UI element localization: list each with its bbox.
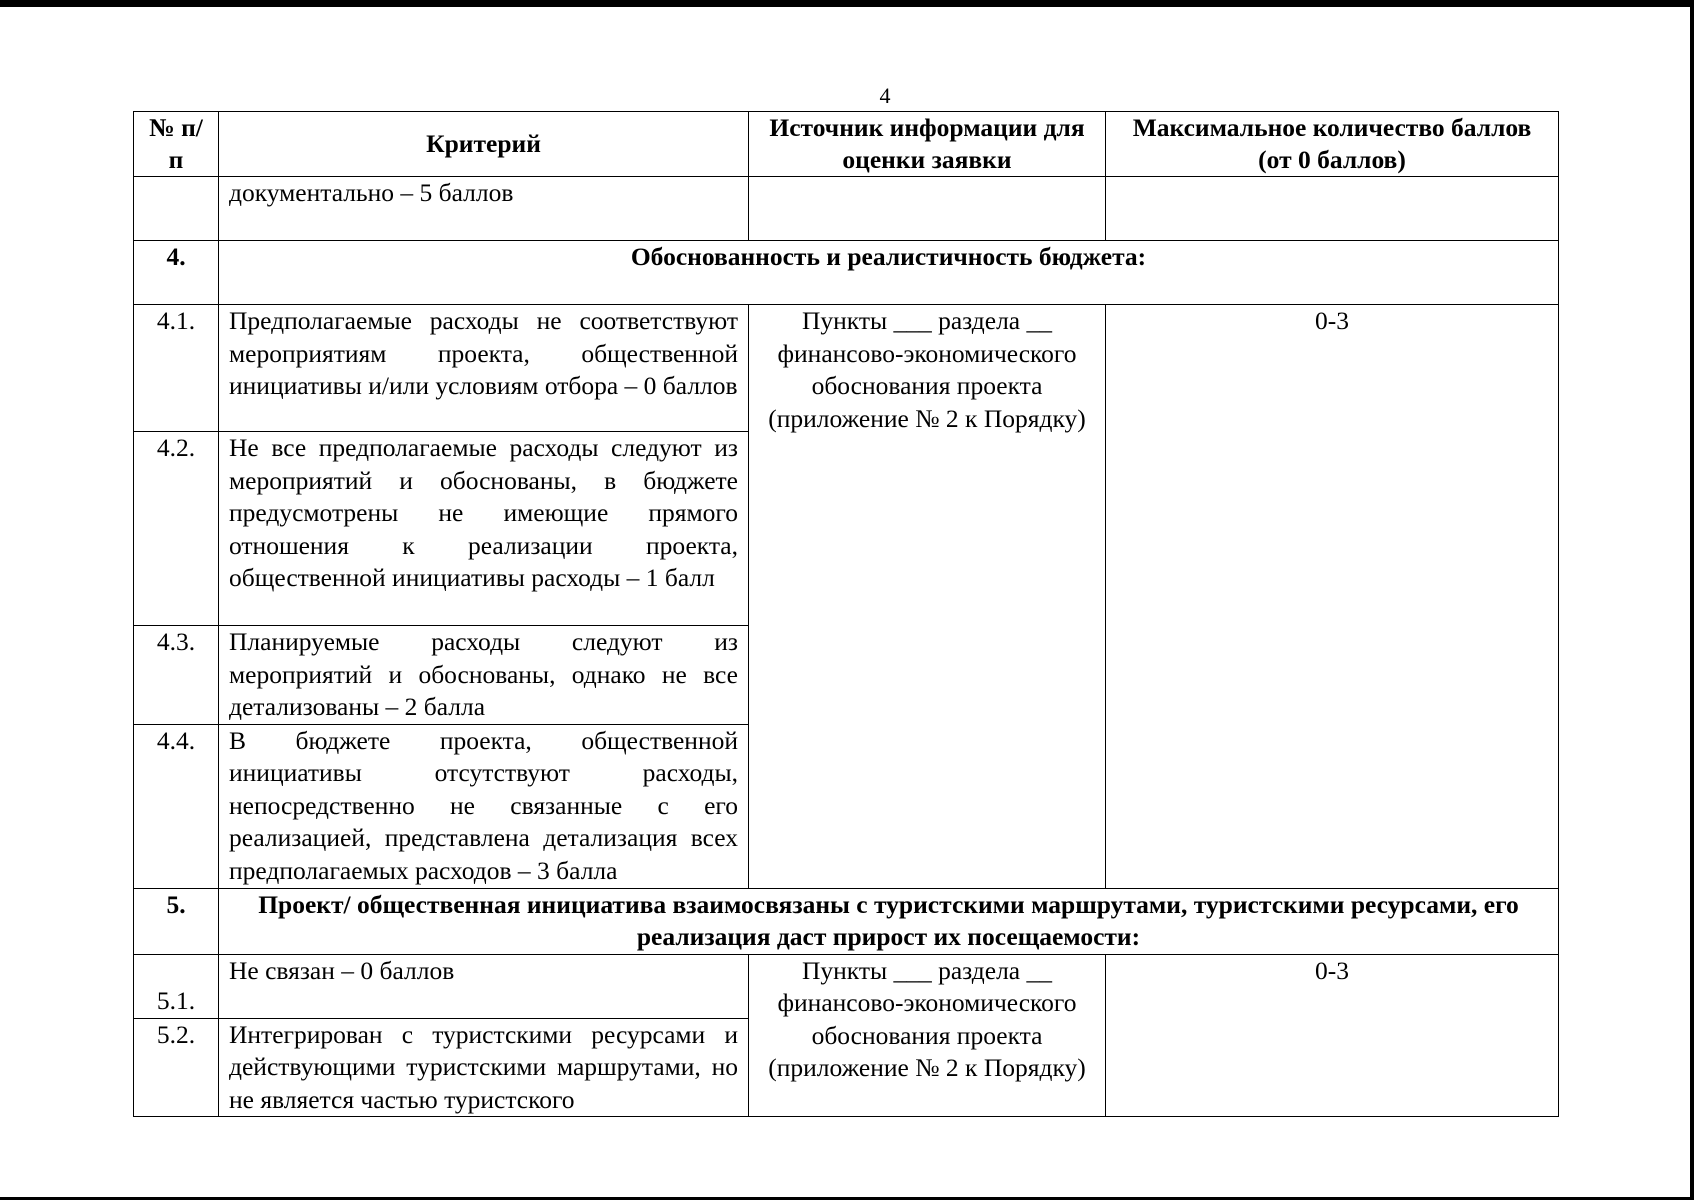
section-num-4: 4. [134, 241, 219, 305]
criteria-table [133, 111, 1559, 1117]
table-row [134, 305, 1559, 432]
max-points-4: 0-3 [1106, 305, 1559, 889]
row-num-4-1: 4.1. [134, 305, 219, 432]
row-num-5-2: 5.2. [134, 1018, 219, 1117]
table-row [134, 177, 1559, 241]
row-num-4-4: 4.4. [134, 724, 219, 888]
scan-border-top [0, 0, 1694, 7]
row-num-4-3: 4.3. [134, 626, 219, 725]
table-row [134, 954, 1559, 1018]
header-criterion: Критерий [219, 112, 749, 177]
criterion-4-4: В бюджете проекта, общественной инициативы отсутствуют расходы, непосредственно не связанные с его реализацией, представлена детализация всех предполагаемых расходов – 3 балла [219, 724, 749, 888]
section-row-4 [134, 241, 1559, 305]
row-num-empty [134, 177, 219, 241]
page-number: 4 [879, 83, 891, 108]
source-empty [749, 177, 1106, 241]
criterion-4-3: Планируемые расходы следуют из мероприятий и обоснованы, однако не все детализованы – 2 балла [219, 626, 749, 725]
header-num: № п/п [134, 112, 219, 177]
row-num-5-1: 5.1. [134, 954, 219, 1018]
source-5: Пункты ___ раздела __ финансово-экономического обоснования проекта (приложение № 2 к Порядку) [749, 954, 1106, 1117]
section-title-5: Проект/ общественная инициатива взаимосвязаны с туристскими маршрутами, туристскими ресурсами, его реализация даст прирост их посещаемости: [219, 888, 1559, 954]
points-empty [1106, 177, 1559, 241]
row-num-4-2: 4.2. [134, 432, 219, 626]
scan-border-right [1690, 0, 1694, 1200]
table-header-row [134, 112, 1559, 177]
criterion-5-2: Интегрирован с туристскими ресурсами и действующими туристскими маршрутами, но не является частью туристского [219, 1018, 749, 1117]
section-title-4: Обоснованность и реалистичность бюджета: [219, 241, 1559, 305]
section-row-5 [134, 888, 1559, 954]
criterion-5-1: Не связан – 0 баллов [219, 954, 749, 1018]
criterion-4-1: Предполагаемые расходы не соответствуют мероприятиям проекта, общественной инициативы и/или условиям отбора – 0 баллов [219, 305, 749, 432]
criterion-4-2: Не все предполагаемые расходы следуют из мероприятий и обоснованы, в бюджете предусмотрены не имеющие прямого отношения к реализации проекта, общественной инициативы расходы – 1 балл [219, 432, 749, 626]
source-4: Пункты ___ раздела __ финансово-экономического обоснования проекта (приложение № 2 к Порядку) [749, 305, 1106, 889]
header-source: Источник информации для оценки заявки [749, 112, 1106, 177]
header-max-points: Максимальное количество баллов (от 0 баллов) [1106, 112, 1559, 177]
max-points-5: 0-3 [1106, 954, 1559, 1117]
criterion-continuation: документально – 5 баллов [219, 177, 749, 241]
section-num-5: 5. [134, 888, 219, 954]
